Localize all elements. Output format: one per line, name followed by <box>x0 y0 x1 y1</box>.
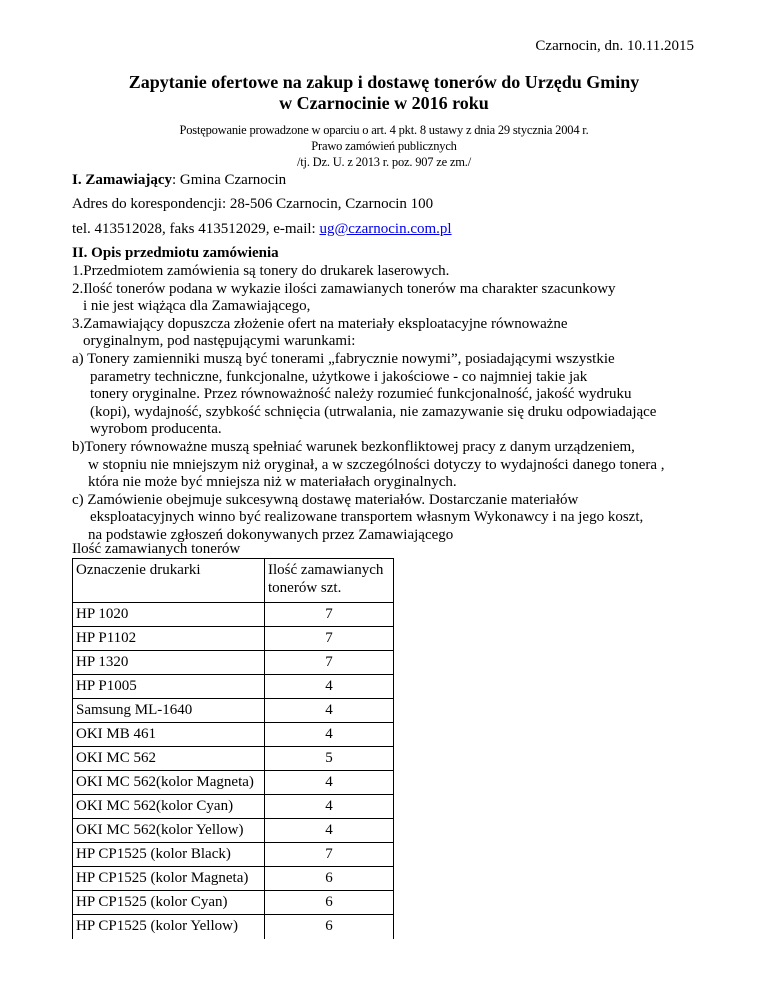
table-row <box>73 795 394 819</box>
document-date: Czarnocin, dn. 10.11.2015 <box>535 38 694 54</box>
printer-cell: HP CP1525 (kolor Cyan) <box>73 891 265 915</box>
toner-table <box>72 558 394 939</box>
printer-cell: HP 1020 <box>73 603 265 627</box>
printer-cell: HP CP1525 (kolor Magneta) <box>73 867 265 891</box>
email-link[interactable]: ug@czarnocin.com.pl <box>319 221 452 237</box>
section-1-heading: I. Zamawiający <box>72 172 172 188</box>
document-title <box>0 72 768 114</box>
quantity-cell: 4 <box>265 675 394 699</box>
quantity-cell: 7 <box>265 651 394 675</box>
contact-text: tel. 413512028, faks 413512029, e-mail: <box>72 221 320 237</box>
legal-line-2: Prawo zamówień publicznych <box>311 139 457 153</box>
list-line: oryginalnym, pod następującymi warunkami: <box>83 333 356 350</box>
quantity-cell: 4 <box>265 723 394 747</box>
list-line: a) Tonery zamienniki muszą być tonerami „fabrycznie nowymi”, posiadającymi wszystkie <box>72 350 615 367</box>
legal-line-3: /tj. Dz. U. z 2013 r. poz. 907 ze zm./ <box>297 155 471 169</box>
section-1-line <box>72 172 286 189</box>
quantity-cell: 6 <box>265 867 394 891</box>
table-caption: Ilość zamawianych tonerów <box>72 541 241 557</box>
printer-cell: HP 1320 <box>73 651 265 675</box>
legal-line-1: Postępowanie prowadzone w oparciu o art. 4 pkt. 8 ustawy z dnia 29 stycznia 2004 r. <box>179 123 589 137</box>
table-row <box>73 627 394 651</box>
correspondence-address: Adres do korespondencji: 28-506 Czarnocin, Czarnocin 100 <box>72 196 434 212</box>
table-row <box>73 867 394 891</box>
table-row <box>73 891 394 915</box>
printer-cell: OKI MC 562(kolor Magneta) <box>73 771 265 795</box>
quantity-cell: 4 <box>265 795 394 819</box>
legal-basis <box>0 122 768 170</box>
printer-cell: HP P1102 <box>73 627 265 651</box>
table-row <box>73 651 394 675</box>
table-row <box>73 843 394 867</box>
list-line: która nie może być mniejsza niż w materiałach oryginalnych. <box>88 474 457 491</box>
table-row <box>73 915 394 939</box>
section-2-body <box>72 263 665 545</box>
list-line: tonery oryginalne. Przez równoważność należy rozumieć funkcjonalność, jakość wydruku <box>90 386 632 403</box>
list-line: b)Tonery równoważne muszą spełniać warunek bezkonfliktowej pracy z danym urządzeniem, <box>72 438 635 455</box>
list-line: 2.Ilość tonerów podana w wykazie ilości zamawianych tonerów ma charakter szacunkowy <box>72 280 616 297</box>
printer-cell: HP CP1525 (kolor Black) <box>73 843 265 867</box>
printer-cell: Samsung ML-1640 <box>73 699 265 723</box>
quantity-cell: 4 <box>265 771 394 795</box>
printer-cell: HP P1005 <box>73 675 265 699</box>
list-line: na podstawie zgłoszeń dokonywanych przez Zamawiającego <box>88 526 454 543</box>
printer-cell: OKI MC 562(kolor Yellow) <box>73 819 265 843</box>
quantity-cell: 7 <box>265 603 394 627</box>
quantity-cell: 6 <box>265 915 394 939</box>
quantity-cell: 5 <box>265 747 394 771</box>
quantity-cell: 7 <box>265 627 394 651</box>
table-row <box>73 603 394 627</box>
header-printer: Oznaczenie drukarki <box>73 559 265 603</box>
header-quantity: Ilość zamawianych tonerów szt. <box>265 559 394 603</box>
printer-cell: OKI MB 461 <box>73 723 265 747</box>
quantity-cell: 4 <box>265 819 394 843</box>
list-line: wyrobom producenta. <box>90 421 222 438</box>
table-row <box>73 747 394 771</box>
list-line: eksploatacyjnych winno być realizowane transportem własnym Wykonawcy i na jego koszt, <box>90 509 644 526</box>
list-line: c) Zamówienie obejmuje sukcesywną dostawę materiałów. Dostarczanie materiałów <box>72 491 579 508</box>
list-line: 3.Zamawiający dopuszcza złożenie ofert na materiały eksploatacyjne równoważne <box>72 315 568 332</box>
table-header-row <box>73 559 394 603</box>
section-2-heading: II. Opis przedmiotu zamówienia <box>72 245 279 261</box>
title-line-1: Zapytanie ofertowe na zakup i dostawę tonerów do Urzędu Gminy <box>128 72 640 92</box>
table-row <box>73 819 394 843</box>
section-1-value: : Gmina Czarnocin <box>172 172 287 188</box>
list-line: i nie jest wiążąca dla Zamawiającego, <box>83 298 311 315</box>
printer-cell: OKI MC 562(kolor Cyan) <box>73 795 265 819</box>
table-row <box>73 675 394 699</box>
quantity-cell: 4 <box>265 699 394 723</box>
quantity-cell: 6 <box>265 891 394 915</box>
list-line: 1.Przedmiotem zamówienia są tonery do drukarek laserowych. <box>72 263 450 279</box>
printer-cell: OKI MC 562 <box>73 747 265 771</box>
table-row <box>73 771 394 795</box>
contact-line <box>72 221 452 238</box>
quantity-cell: 7 <box>265 843 394 867</box>
table-row <box>73 699 394 723</box>
list-line: w stopniu nie mniejszym niż oryginał, a w szczególności dotyczy to wydajności danego tonera , <box>88 456 665 473</box>
printer-cell: HP CP1525 (kolor Yellow) <box>73 915 265 939</box>
table-row <box>73 723 394 747</box>
title-line-2: w Czarnocinie w 2016 roku <box>279 93 489 113</box>
list-line: parametry techniczne, funkcjonalne, użytkowe i jakościowe - co najmniej takie jak <box>90 368 588 385</box>
list-line: (kopi), wydajność, szybkość schnięcia (utrwalania, nie zamazywanie się druku odpowiadające <box>90 403 657 420</box>
